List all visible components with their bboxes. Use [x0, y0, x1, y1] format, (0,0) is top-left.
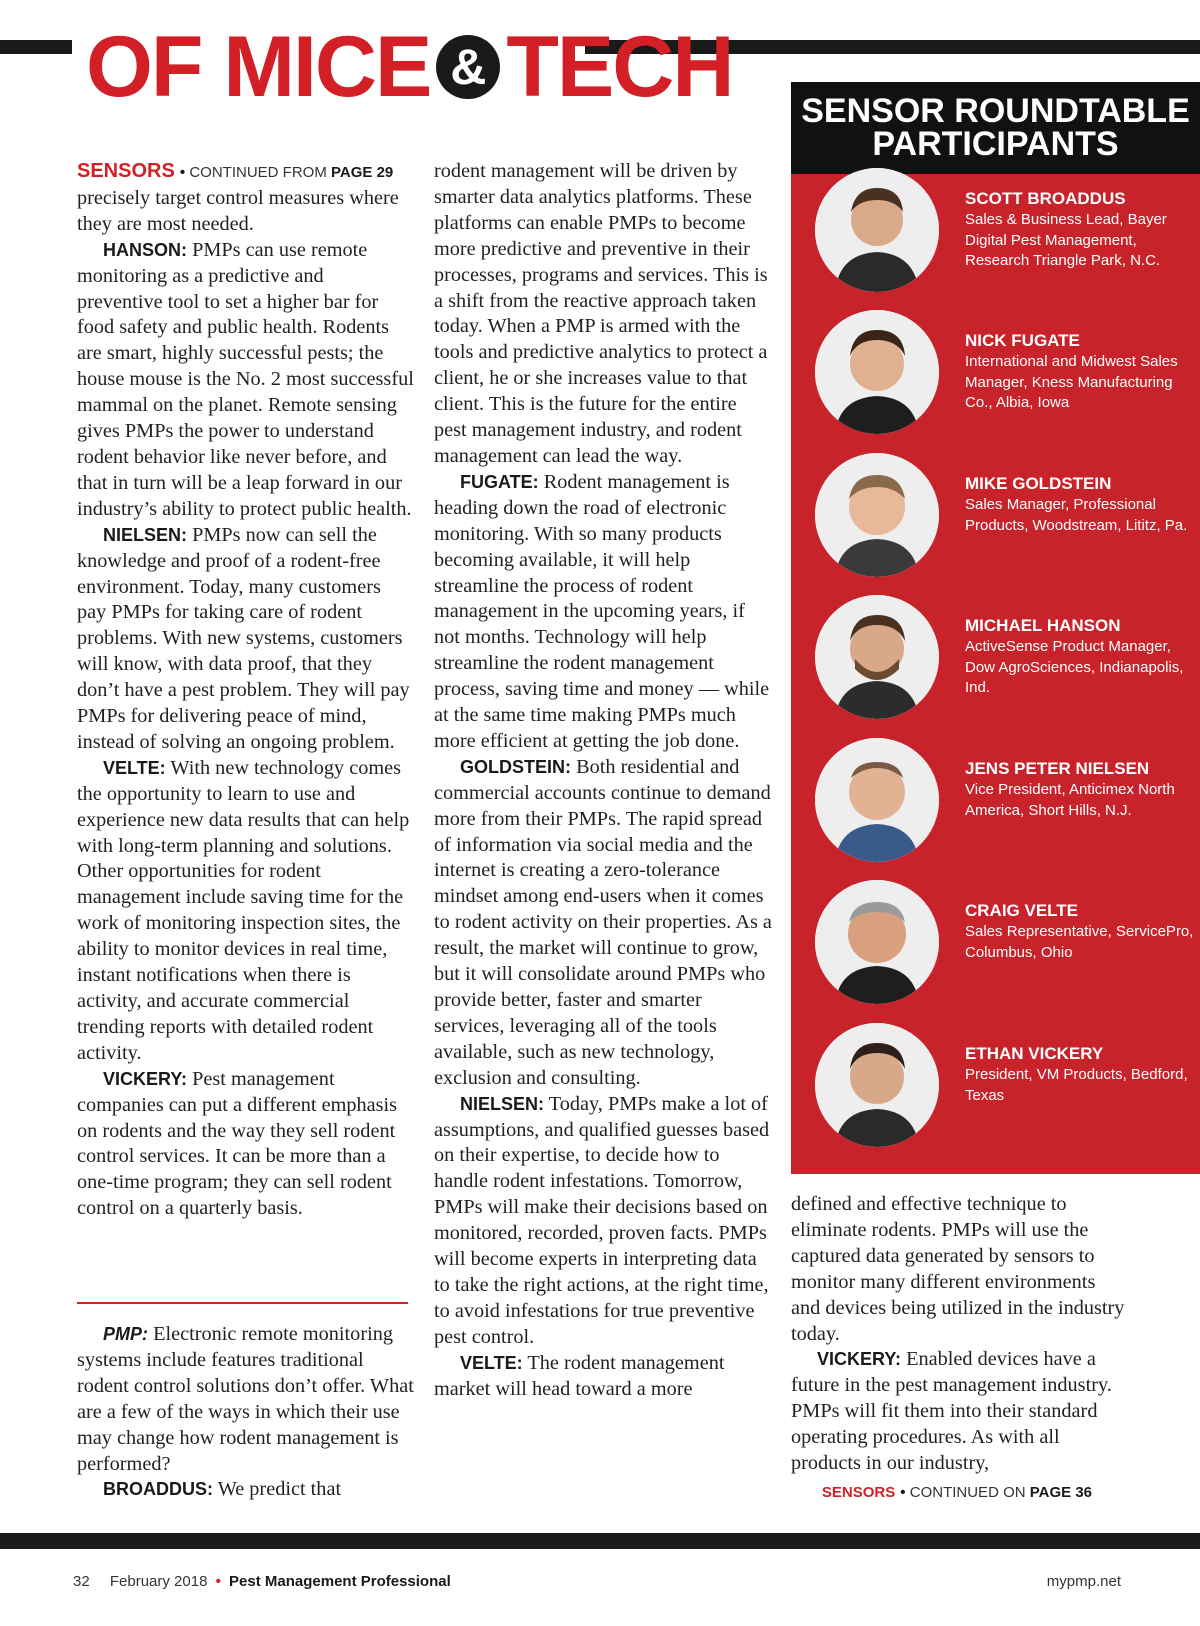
paragraph: GOLDSTEIN: Both residential and commercial accounts continue to demand more from their PMPs. The rapid spread of information via social media and the internet is creating a zero-tolerance mindset among end-users when it comes to rodent activity on their properties. As a result, the market will continue to grow, but it will consolidate around PMPs who provide better, faster and smarter services, leveraging all of the tools available, such as new technology, exclusion and consulting.: [434, 755, 772, 1089]
paragraph: precisely target control measures where they are most needed.: [77, 186, 399, 235]
page-number: 32: [73, 1573, 90, 1590]
participant-role: President, VM Products, Bedford, Texas: [965, 1066, 1188, 1104]
question-paragraph: PMP: Electronic remote monitoring systems include features traditional rodent control solutions don’t offer. What are a few of the ways in which their use may change how rodent management is performed?: [77, 1323, 414, 1475]
speaker-label: BROADDUS:: [103, 1479, 213, 1500]
continued-from: • CONTINUED FROM PAGE 29: [179, 164, 394, 181]
sidebar-title: SENSOR ROUNDTABLE PARTICIPANTS: [791, 82, 1200, 174]
website-link[interactable]: mypmp.net: [1046, 1573, 1121, 1590]
participant-card: [815, 738, 1200, 870]
participant-role: International and Midwest Sales Manager, Kness Manufacturing Co., Albia, Iowa: [965, 353, 1178, 411]
paragraph: rodent management will be driven by smarter data analytics platforms. These platforms can enable PMPs to become more predictive and preventive in their processes, programs and services. This is a shift from the reactive approach taken today. When a PMP is armed with the tools and predictive analytics to protect a client, he or she increases value to that client. This is the future for the entire pest management industry, and rodent management can lead the way.: [434, 160, 768, 467]
participants-sidebar: [791, 82, 1200, 1174]
participant-photo: [815, 738, 939, 862]
speaker-label: VELTE:: [460, 1352, 523, 1373]
paragraph: VELTE: With new technology comes the opportunity to learn to use and experience new data results that can help with long-term planning and solutions. Other opportunities for rodent management include saving time for the work of monitoring inspection sites, the ability to monitor devices in real time, instant notifications when there is activity, and accurate commercial trending reports with detailed rodent activity.: [77, 756, 410, 1064]
participant-photo: [815, 1023, 939, 1147]
participant-name: SCOTT BROADDUS: [965, 189, 1126, 208]
paragraph: VICKERY: Pest management companies can put a different emphasis on rodents and the way they sell rodent control services. It can be more than a one-time program; they can sell rodent control on a quarterly basis.: [77, 1067, 398, 1220]
section-tag: SENSORS: [77, 160, 175, 182]
issue-date: February 2018: [109, 1573, 208, 1590]
paragraph: NIELSEN: Today, PMPs make a lot of assumptions, and qualified guesses based on their expertise, to decide how to handle rodent infestations. Tomorrow, PMPs will make their decisions based on monitored, recorded, proven facts. PMPs will become experts in interpreting data to take the right actions, at the right time, to avoid infestations for true preventive pest control.: [434, 1092, 770, 1348]
participant-name: NICK FUGATE: [965, 331, 1080, 350]
ampersand-badge: &: [436, 35, 500, 99]
participant-card: [815, 595, 1200, 727]
participant-name: CRAIG VELTE: [965, 901, 1079, 920]
participant-name: MICHAEL HANSON: [965, 616, 1121, 635]
section-tag: SENSORS: [821, 1483, 896, 1501]
footer-bullet: •: [215, 1573, 221, 1590]
participant-card: [815, 880, 1200, 1012]
participant-photo: [815, 168, 939, 292]
speaker-label: VICKERY:: [817, 1349, 902, 1370]
top-rule-left: [0, 40, 72, 54]
continued-on: • CONTINUED ON PAGE 36: [900, 1483, 1092, 1501]
continued-on-line: [791, 1479, 1128, 1506]
speaker-label: HANSON:: [103, 239, 187, 260]
participant-photo: [815, 595, 939, 719]
speaker-label: GOLDSTEIN:: [460, 756, 571, 777]
bottom-rule: [0, 1533, 1200, 1549]
paragraph: BROADDUS: We predict that: [103, 1478, 342, 1501]
participant-photo: [815, 880, 939, 1004]
article-column-1: [77, 159, 414, 1222]
paragraph: defined and effective technique to eliminate rodents. PMPs will use the captured data generated by sensors to monitor many different environments and devices being utilized in the industry today.: [791, 1193, 1125, 1345]
question-label: PMP:: [103, 1324, 148, 1344]
participant-name: JENS PETER NIELSEN: [965, 759, 1150, 778]
paragraph: VELTE: The rodent management market will head toward a more: [434, 1351, 725, 1400]
participant-role: Sales Manager, Professional Products, Woodstream, Lititz, Pa.: [965, 496, 1188, 534]
participant-role: Vice President, Anticimex North America, Short Hills, N.J.: [965, 781, 1175, 819]
article-column-3: [791, 1192, 1128, 1506]
speaker-label: NIELSEN:: [103, 524, 188, 545]
speaker-label: VICKERY:: [103, 1068, 188, 1089]
participant-name: MIKE GOLDSTEIN: [965, 474, 1112, 493]
continued-from-page[interactable]: PAGE 29: [331, 164, 394, 181]
paragraph: HANSON: PMPs can use remote monitoring as a predictive and preventive tool to set a higher bar for food safety and public health. Rodents are smart, highly successful pests; the house mouse is the No. 2 most successful mammal on the planet. Remote sensing gives PMPs the power to understand rodent behavior like never before, and that in turn will be a leap forward in our industry’s ability to protect public health.: [77, 238, 414, 520]
headline: [86, 19, 733, 115]
participant-card: [815, 1023, 1200, 1155]
speaker-label: NIELSEN:: [460, 1093, 545, 1114]
article-column-2: [434, 159, 774, 1403]
participant-photo: [815, 310, 939, 434]
headline-part1: OF MICE: [86, 19, 431, 115]
question-block: [77, 1322, 414, 1503]
participant-card: [815, 168, 1200, 300]
participant-photo: [815, 453, 939, 577]
paragraph: FUGATE: Rodent management is heading down the road of electronic monitoring. With so many products becoming available, it will help streamline the process of rodent management in the upcoming years, if not months. Technology will help streamline the rodent management process, saving time and money — while at the same time making PMPs much more efficient at getting the job done.: [434, 470, 770, 752]
speaker-label: VELTE:: [103, 757, 166, 778]
paragraph: NIELSEN: PMPs now can sell the knowledge and proof of a rodent-free environment. Today, many customers pay PMPs for taking care of rodent problems. With new systems, customers will know, with data proof, that they don’t have a pest problem. They will pay PMPs for delivering peace of mind, instead of solving an ongoing problem.: [77, 523, 410, 753]
participant-name: ETHAN VICKERY: [965, 1044, 1104, 1063]
folio: [73, 1573, 451, 1590]
headline-part2: TECH: [506, 19, 733, 115]
publication-name: Pest Management Professional: [229, 1573, 451, 1590]
continued-from-line: [77, 159, 414, 186]
participant-role: ActiveSense Product Manager, Dow AgroSciences, Indianapolis, Ind.: [965, 638, 1184, 696]
participant-card: [815, 453, 1200, 585]
participant-card: [815, 310, 1200, 442]
participant-role: Sales & Business Lead, Bayer Digital Pest Management, Research Triangle Park, N.C.: [965, 211, 1167, 269]
continued-on-page[interactable]: PAGE 36: [1029, 1483, 1092, 1501]
question-divider: [77, 1302, 408, 1304]
speaker-label: FUGATE:: [460, 471, 539, 492]
participant-role: Sales Representative, ServicePro, Columbus, Ohio: [965, 923, 1194, 961]
paragraph: VICKERY: Enabled devices have a future in the pest management industry. PMPs will fit them into their standard operating procedures. As with all products in our industry,: [791, 1348, 1112, 1475]
